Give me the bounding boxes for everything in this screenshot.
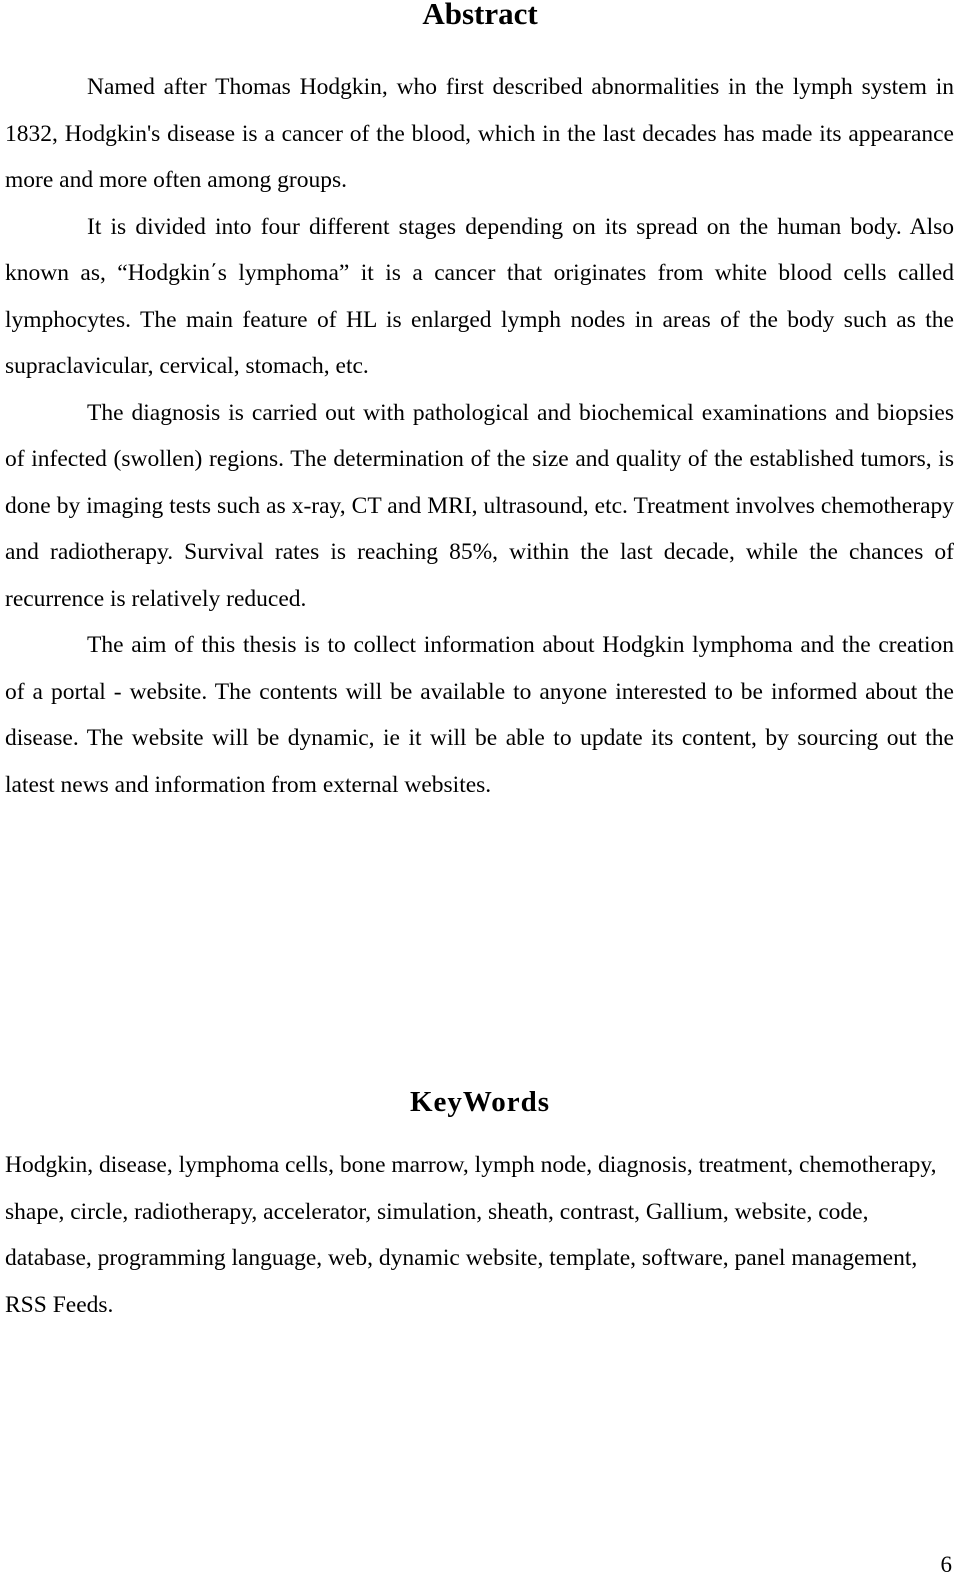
- page-number: 6: [940, 1552, 952, 1577]
- keywords-heading: KeyWords: [409, 1086, 551, 1118]
- abstract-paragraph-3: The diagnosis is carried out with pathological and biochemical examinations and biopsies of infected (swollen) regions. The determination of the size and quality of the established tumors, is done by imaging tests such as x-ray, CT and MRI, ultrasound, etc. Treatment involves chemotherapy and radiotherapy. Survival rates is reaching 85%, within the last decade, while the chances of recurrence is relatively reduced.: [5, 399, 954, 612]
- keywords-list: Hodgkin, disease, lymphoma cells, bone marrow, lymph node, diagnosis, treatment, chemotherapy, shape, circle, radiotherapy, accelerator, simulation, sheath, contrast, Gallium, website, code, database, programming language, web, dynamic website, template, software, panel management, RSS Feeds.: [5, 1152, 937, 1318]
- abstract-heading: Abstract: [422, 0, 538, 31]
- abstract-paragraph-4: The aim of this thesis is to collect information about Hodgkin lymphoma and the creation of a portal - website. The contents will be available to anyone interested to be informed about the disease. The website will be dynamic, ie it will be able to update its content, by sourcing out the latest news and information from external websites.: [5, 632, 954, 798]
- abstract-body: [5, 64, 954, 808]
- abstract-paragraph-2: It is divided into four different stages depending on its spread on the human body. Also known as, “Hodgkin΄s lymphoma” it is a cancer that originates from white blood cells called lymphocytes. The main feature of HL is enlarged lymph nodes in areas of the body such as the supraclavicular, cervical, stomach, etc.: [5, 213, 954, 379]
- abstract-paragraph-1: Named after Thomas Hodgkin, who first described abnormalities in the lymph system in 1832, Hodgkin's disease is a cancer of the blood, which in the last decades has made its appearance more and more often among groups.: [5, 74, 954, 193]
